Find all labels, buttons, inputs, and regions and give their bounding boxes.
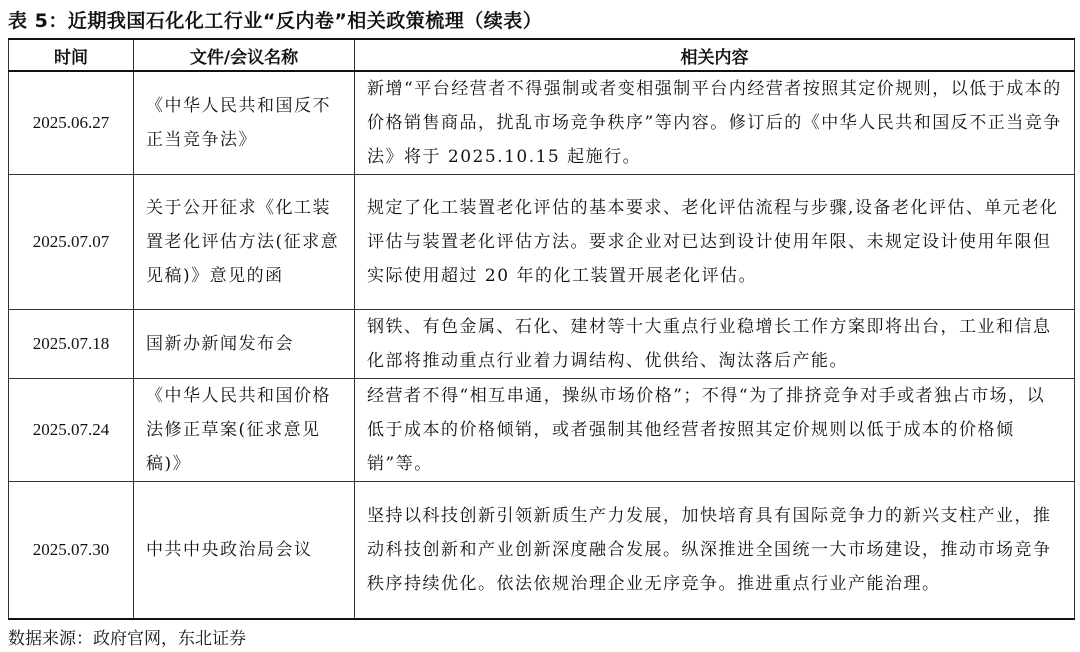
row-date: 2025.07.30 — [9, 482, 134, 620]
row-content: 坚持以科技创新引领新质生产力发展，加快培育具有国际竞争力的新兴支柱产业，推动科技创新和产业创新深度融合发展。纵深推进全国统一大市场建设，推动市场竞争秩序持续优化。依法依规治理企业无序竞争。推进重点行业产能治理。 — [355, 482, 1075, 620]
table-row — [9, 482, 1075, 620]
row-date: 2025.06.27 — [9, 71, 134, 175]
row-date: 2025.07.18 — [9, 310, 134, 379]
row-content: 规定了化工装置老化评估的基本要求、老化评估流程与步骤,设备老化评估、单元老化评估与装置老化评估方法。要求企业对已达到设计使用年限、未规定设计使用年限但实际使用超过 20 年的化工装置开展老化评估。 — [355, 175, 1075, 310]
row-document-name: 关于公开征求《化工装置老化评估方法(征求意见稿)》意见的函 — [134, 175, 355, 310]
table-row — [9, 310, 1075, 379]
source-note: 数据来源：政府官网，东北证券 — [8, 629, 246, 649]
table-header — [9, 39, 1075, 71]
table-row — [9, 175, 1075, 310]
row-date: 2025.07.07 — [9, 175, 134, 310]
column-header-name: 文件/会议名称 — [134, 39, 355, 71]
table-row — [9, 379, 1075, 482]
policy-table — [8, 38, 1075, 620]
row-document-name: 《中华人民共和国反不正当竞争法》 — [134, 71, 355, 175]
row-content: 新增“平台经营者不得强制或者变相强制平台内经营者按照其定价规则，以低于成本的价格销售商品，扰乱市场竞争秩序”等内容。修订后的《中华人民共和国反不正当竞争法》将于 2025.10.15 起施行。 — [355, 71, 1075, 175]
row-date: 2025.07.24 — [9, 379, 134, 482]
row-content: 经营者不得“相互串通，操纵市场价格”；不得“为了排挤竞争对手或者独占市场，以低于成本的价格倾销，或者强制其他经营者按照其定价规则以低于成本的价格倾销”等。 — [355, 379, 1075, 482]
row-document-name: 中共中央政治局会议 — [134, 482, 355, 620]
column-header-date: 时间 — [9, 39, 134, 71]
column-header-content: 相关内容 — [355, 39, 1075, 71]
table-title: 表 5：近期我国石化化工行业“反内卷”相关政策梳理（续表） — [8, 10, 543, 32]
row-document-name: 《中华人民共和国价格法修正草案(征求意见稿)》 — [134, 379, 355, 482]
row-content: 钢铁、有色金属、石化、建材等十大重点行业稳增长工作方案即将出台，工业和信息化部将推动重点行业着力调结构、优供给、淘汰落后产能。 — [355, 310, 1075, 379]
row-document-name: 国新办新闻发布会 — [134, 310, 355, 379]
table-row — [9, 71, 1075, 175]
